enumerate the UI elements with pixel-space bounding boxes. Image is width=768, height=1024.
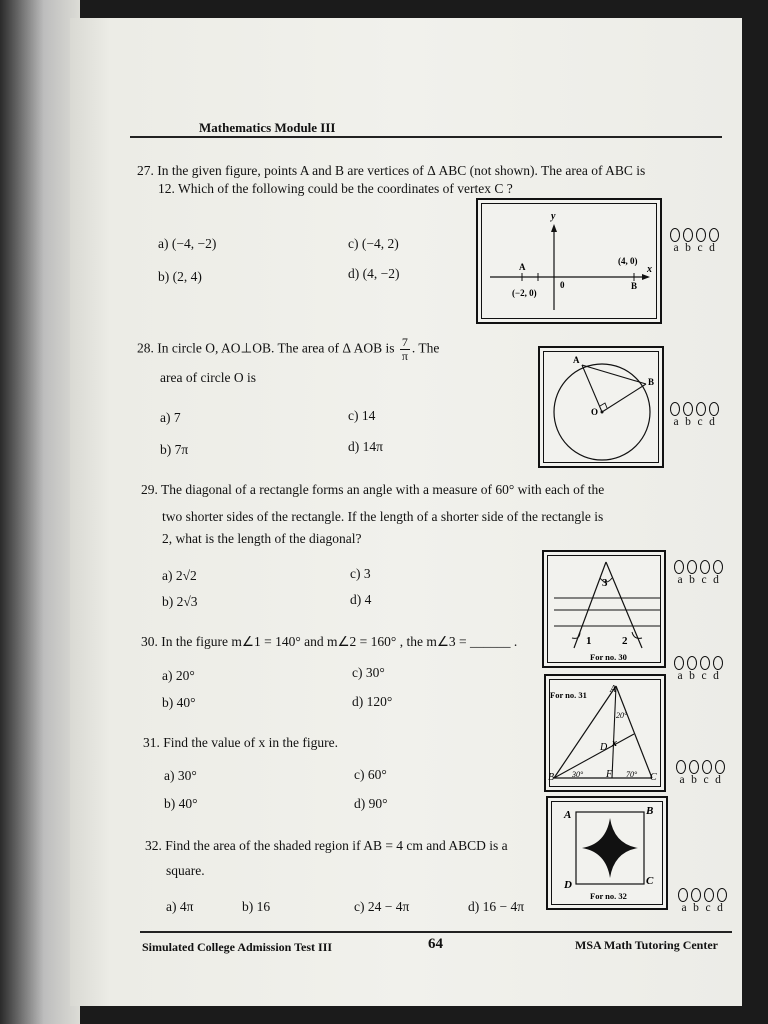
bubble-c[interactable] [700,656,710,670]
q32-shaded-square-diagram [548,798,670,912]
bubble-a[interactable] [674,656,684,670]
q28-option-a: a) 7 [160,410,181,425]
bubble-b[interactable] [691,888,701,902]
label-A: A [573,355,580,365]
fig31-caption: For no. 31 [550,690,587,700]
q29-option-d: d) 4 [350,592,372,607]
bubble-c[interactable] [700,560,710,574]
q32-answer-bubbles[interactable]: a b c d [678,888,729,914]
q28-stem-line1: 28. In circle O, AO⊥OB. The area of Δ AOB is $\frac{7}{\pi}$ . The [137,335,440,363]
q31-option-d: d) 90° [354,796,388,811]
q30-answer-bubbles[interactable]: a b c d [674,656,725,682]
book-gutter [0,0,80,1024]
q28-stem-line2: area of circle O is [160,370,256,385]
q31-option-a: a) 30° [164,768,197,783]
q28-option-d: d) 14π [348,439,383,454]
q28-option-c: c) 14 [348,408,376,423]
bubble-d[interactable] [709,228,719,242]
q28-answer-bubbles[interactable]: a b c d [670,402,721,428]
bubble-c[interactable] [696,228,706,242]
footer-left: Simulated College Admission Test III [142,940,333,954]
angle-30-label: 30° [572,770,584,779]
q27-stem-line1: 27. In the given figure, points A and B are vertices of Δ ABC (not shown). The area of ABC is [137,163,646,178]
q29-stem-line2: two shorter sides of the rectangle. If the length of a shorter side of the rectangle is [162,509,604,524]
q29-stem-line3: 2, what is the length of the diagonal? [162,531,362,546]
bubble-d[interactable] [709,402,719,416]
q28-option-b: b) 7π [160,442,189,457]
bubble-b[interactable] [687,656,697,670]
origin-label: 0 [560,280,565,290]
y-axis-arrow [551,224,557,232]
q32-option-c: c) 24 − 4π [354,899,410,914]
label-B: B [646,805,654,817]
q27-figure [476,198,662,324]
q30-option-a: a) 20° [162,668,195,683]
x-label: x [647,264,652,275]
q30-figure [542,550,666,668]
shaded-region [582,818,638,878]
q30-parallel-lines-diagram [544,552,668,670]
bubble-d[interactable] [713,656,723,670]
label-F: F [606,769,613,780]
bubble-d[interactable] [717,888,727,902]
q27-coordinate-graph [478,200,664,326]
bubble-b[interactable] [687,560,697,574]
bubble-b[interactable] [689,760,699,774]
q32-option-a: a) 4π [166,899,194,914]
label-B: B [648,377,655,387]
q30-option-d: d) 120° [352,694,393,709]
q31-figure [544,674,666,792]
angle-20-label: 20° [616,711,628,720]
bubble-d[interactable] [715,760,725,774]
bubble-c[interactable] [702,760,712,774]
q27-option-d: d) (4, −2) [348,266,400,281]
angle-3-label: 3 [602,577,608,589]
point-A-coords: (−2, 0) [512,288,537,298]
bubble-c[interactable] [696,402,706,416]
q29-option-c: c) 3 [350,566,371,581]
q27-stem-line2: 12. Which of the following could be the coordinates of vertex C ? [158,181,513,196]
angle-70-label: 70° [626,770,638,779]
label-x: x [612,738,617,749]
q29-answer-bubbles[interactable]: a b c d [674,560,725,586]
point-B-coords: (4, 0) [618,256,638,266]
q27-option-a: a) (−4, −2) [158,236,217,251]
bubble-a[interactable] [670,228,680,242]
bubble-a[interactable] [674,560,684,574]
q32-figure [546,796,668,910]
angle-2-label: 2 [622,635,628,647]
q27-answer-bubbles[interactable]: a b c d [670,228,721,254]
point-A-label: A [519,262,526,272]
fig30-caption: For no. 30 [590,652,627,662]
q31-option-b: b) 40° [164,796,198,811]
q27-option-c: c) (−4, 2) [348,236,399,251]
header-rule [130,136,722,138]
label-O: O [591,407,599,417]
q31-option-c: c) 60° [354,767,387,782]
q30-option-b: b) 40° [162,695,196,710]
bubble-a[interactable] [678,888,688,902]
q31-triangle-diagram [546,676,668,794]
q29-option-b: b) 2√3 [162,594,198,609]
label-A: A [610,684,617,695]
q28-circle-diagram [540,348,666,470]
q32-stem-line2: square. [166,863,205,878]
q31-answer-bubbles[interactable]: a b c d [676,760,727,786]
page-header: Mathematics Module III [199,120,336,135]
label-D: D [600,742,608,753]
q32-option-b: b) 16 [242,899,271,914]
label-C: C [646,875,654,887]
bubble-c[interactable] [704,888,714,902]
bubble-b[interactable] [683,402,693,416]
point-B-label: B [631,281,638,291]
bubble-b[interactable] [683,228,693,242]
q29-stem-line1: 29. The diagonal of a rectangle forms an angle with a measure of 60° with each of the [141,482,605,497]
label-C: C [650,772,657,783]
q28-figure [538,346,664,468]
q30-option-c: c) 30° [352,665,385,680]
y-label: y [551,211,556,222]
label-D: D [564,879,572,891]
angle-1-label: 1 [586,635,592,647]
q32-stem-line1: 32. Find the area of the shaded region if AB = 4 cm and ABCD is a [145,838,508,853]
footer-rule [140,931,732,933]
q31-stem: 31. Find the value of x in the figure. [143,735,338,750]
bubble-d[interactable] [713,560,723,574]
fig32-caption: For no. 32 [590,891,627,901]
page-number: 64 [428,936,443,952]
q30-stem: 30. In the figure m∠1 = 140° and m∠2 = 160° , the m∠3 = ______ . [141,634,518,649]
bubble-a[interactable] [676,760,686,774]
label-A: A [564,809,572,821]
q32-option-d: d) 16 − 4π [468,899,525,914]
bubble-a[interactable] [670,402,680,416]
footer-right: MSA Math Tutoring Center [575,938,719,952]
q27-option-b: b) (2, 4) [158,269,202,284]
q28-fraction: $\frac{7}{\pi}$ [401,335,408,363]
label-B: B [548,772,555,783]
q29-option-a: a) 2√2 [162,568,197,583]
